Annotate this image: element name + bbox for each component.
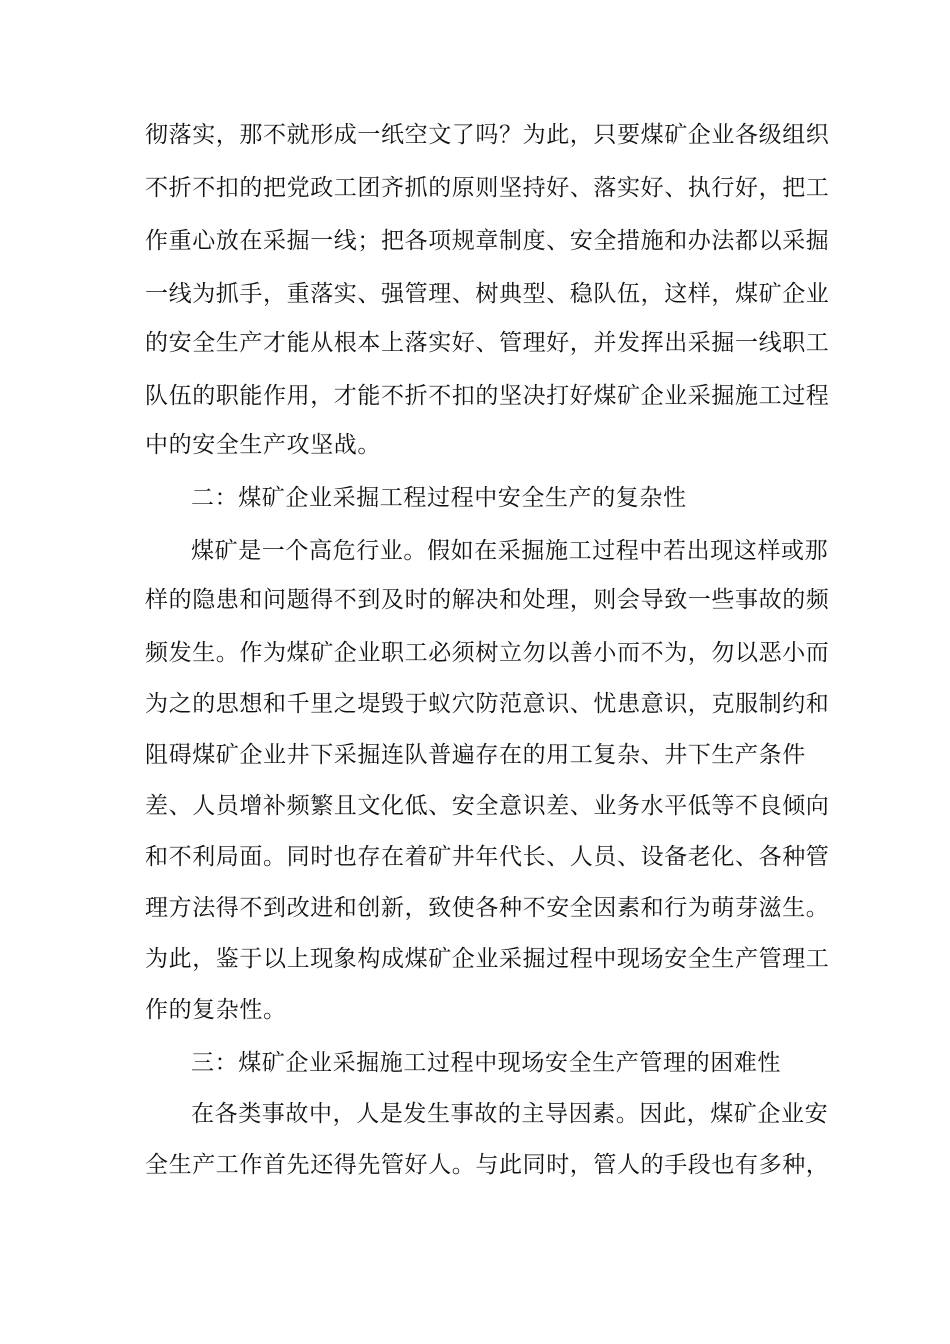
text-line: 不折不扣的把党政工团齐抓的原则坚持好、落实好、执行好，把工 [145,175,830,201]
text-line: 一线为抓手，重落实、强管理、树典型、稳队伍，这样，煤矿企业 [145,281,830,307]
text-line: 彻落实，那不就形成一纸空文了吗？为此，只要煤矿企业各级组织 [145,122,830,148]
text-line: 中的安全生产攻坚战。 [145,432,381,458]
text-line: 理方法得不到改进和创新，致使各种不安全因素和行为萌芽滋生。 [145,895,830,921]
text-line: 作重心放在采掘一线；把各项规章制度、安全措施和办法都以采掘 [145,228,830,254]
text-line: 煤矿是一个高危行业。假如在采掘施工过程中若出现这样或那 [191,538,829,564]
text-line: 的安全生产才能从根本上落实好、管理好，并发挥出采掘一线职工 [145,330,830,356]
text-line: 作的复杂性。 [145,997,287,1023]
text-line: 样的隐患和问题得不到及时的解决和处理，则会导致一些事故的频 [145,587,830,613]
text-line: 阻碍煤矿企业井下采掘连队普遍存在的用工复杂、井下生产条件 [145,742,806,768]
text-line: 为此，鉴于以上现象构成煤矿企业采掘过程中现场安全生产管理工 [145,946,830,972]
text-line: 在各类事故中，人是发生事故的主导因素。因此，煤矿企业安 [191,1101,829,1127]
section-heading: 三：煤矿企业采掘施工过程中现场安全生产管理的困难性 [191,1050,781,1076]
text-line: 队伍的职能作用，才能不折不扣的坚决打好煤矿企业采掘施工过程 [145,383,830,409]
text-line: 频发生。作为煤矿企业职工必须树立勿以善小而不为，勿以恶小而 [145,640,830,666]
text-line: 全生产工作首先还得先管好人。与此同时，管人的手段也有多种， [145,1152,830,1178]
section-heading: 二：煤矿企业采掘工程过程中安全生产的复杂性 [191,485,687,511]
text-line: 差、人员增补频繁且文化低、安全意识差、业务水平低等不良倾向 [145,793,830,819]
text-line: 为之的思想和千里之堤毁于蚁穴防范意识、忧患意识，克服制约和 [145,691,830,717]
text-line: 和不利局面。同时也存在着矿井年代长、人员、设备老化、各种管 [145,844,830,870]
